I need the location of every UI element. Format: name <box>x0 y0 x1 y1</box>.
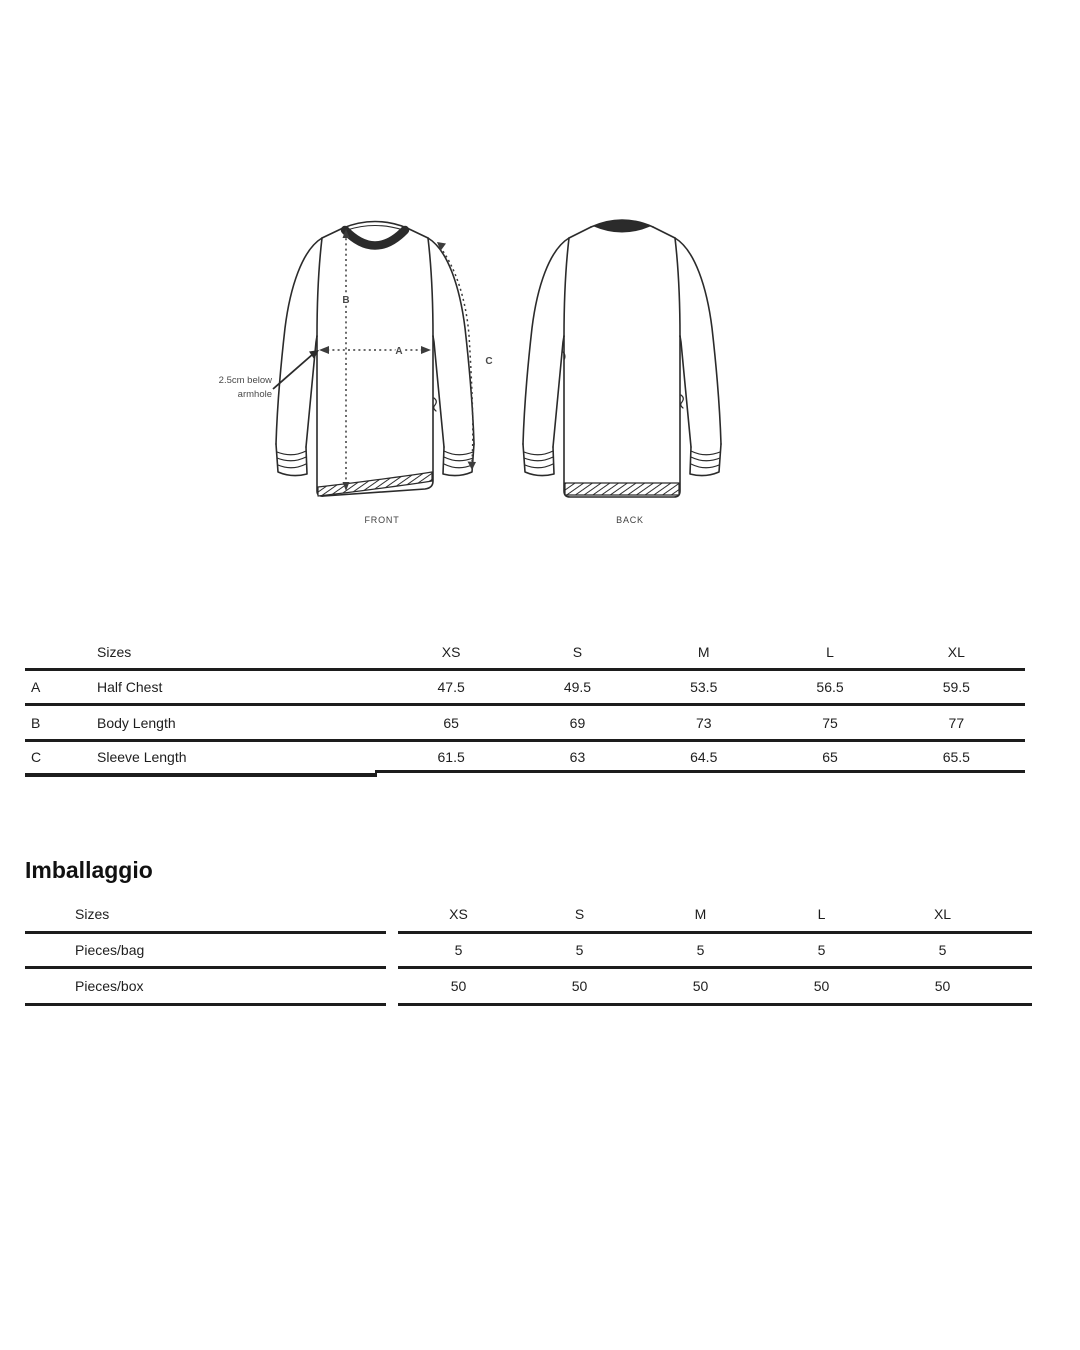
table-row <box>25 742 1025 772</box>
row-value: 49.5 <box>563 679 592 695</box>
size-table-header-row <box>25 636 1025 668</box>
front-sleeve-notch <box>434 398 437 411</box>
row-value: 47.5 <box>437 679 465 695</box>
row-name: Sleeve Length <box>97 749 187 765</box>
row-letter: B <box>31 714 41 731</box>
back-sleeve-right-outer <box>675 238 721 444</box>
packaging-table-rule <box>25 931 1032 934</box>
row-value: 5 <box>938 942 947 958</box>
back-sleeve-notch-right <box>681 395 684 408</box>
measure-arrow-a-right <box>421 346 431 354</box>
front-sleeve-left-outer <box>276 238 322 444</box>
row-name: Body Length <box>97 714 176 731</box>
front-sleeve-right-outer <box>428 238 474 444</box>
front-collar-inner-rim <box>347 226 403 231</box>
measure-label-a: A <box>395 346 403 357</box>
packaging-table <box>25 897 1032 1006</box>
size-col-l: L <box>817 906 826 922</box>
table-row <box>25 706 1025 739</box>
row-letter: C <box>31 749 42 765</box>
back-hem-band <box>565 483 679 495</box>
measure-label-c: C <box>485 356 493 367</box>
back-sleeve-left-inner <box>553 336 564 447</box>
annotation-text-line2: armhole <box>237 389 272 400</box>
size-col-xl: XL <box>933 906 952 922</box>
row-letter: A <box>31 679 41 695</box>
row-value: 64.5 <box>690 749 718 765</box>
size-col-s: S <box>574 906 585 922</box>
packaging-table-bottom-rule <box>25 1003 1032 1006</box>
row-value: 5 <box>575 942 584 958</box>
row-value: 73 <box>695 714 712 731</box>
row-value: 75 <box>822 714 838 731</box>
row-value: 63 <box>569 749 586 765</box>
size-col-s: S <box>572 644 583 660</box>
row-value: 61.5 <box>437 749 465 765</box>
measurement-lines <box>219 229 493 491</box>
back-shirt <box>523 220 721 497</box>
annotation-arrow-line <box>273 354 313 389</box>
measure-arrow-a-left <box>319 346 329 354</box>
back-armhole-left <box>564 238 569 336</box>
back-sleeve-left-outer <box>523 238 569 444</box>
back-shoulder-right <box>653 227 675 238</box>
packaging-section-title: Imballaggio <box>25 857 153 883</box>
row-value: 5 <box>696 942 705 958</box>
row-value: 56.5 <box>816 679 844 695</box>
packaging-header-row <box>25 897 1032 931</box>
front-armhole-right <box>428 238 433 336</box>
front-view-label: FRONT <box>364 515 400 525</box>
garment-diagram <box>0 0 1080 600</box>
table-row <box>25 969 1032 1003</box>
back-shoulder-left <box>569 227 591 238</box>
front-armhole-left <box>317 238 322 336</box>
size-col-xl: XL <box>947 644 965 660</box>
row-value: 50 <box>571 978 588 994</box>
row-value: 65 <box>443 714 459 731</box>
row-value: 50 <box>450 978 467 994</box>
size-col-m: M <box>694 906 707 922</box>
row-name: Pieces/box <box>75 978 144 994</box>
packaging-table-rule <box>25 966 1032 969</box>
front-shirt <box>276 222 474 497</box>
row-value: 50 <box>692 978 709 994</box>
size-col-m: M <box>697 644 710 660</box>
back-sleeve-right-inner <box>680 336 691 447</box>
size-col-xs: XS <box>449 906 468 922</box>
row-value: 77 <box>948 714 965 731</box>
annotation-text-line1: 2.5cm below <box>218 375 272 386</box>
front-collar-rim <box>343 222 407 229</box>
front-shoulder-right <box>407 228 428 238</box>
row-value: 53.5 <box>690 679 718 695</box>
row-value: 69 <box>569 714 586 731</box>
size-col-l: L <box>826 644 834 660</box>
back-armhole-right <box>675 238 680 336</box>
front-body <box>317 336 433 496</box>
row-value: 5 <box>454 942 463 958</box>
front-shoulder-left <box>322 228 343 238</box>
row-name: Half Chest <box>97 679 163 695</box>
row-value: 65.5 <box>942 749 970 765</box>
size-table <box>25 636 1025 780</box>
row-value: 65 <box>822 749 838 765</box>
row-value: 50 <box>813 978 830 994</box>
back-body <box>564 336 680 497</box>
size-col-xs: XS <box>441 644 461 660</box>
row-value: 59.5 <box>942 679 970 695</box>
row-value: 5 <box>817 942 826 958</box>
row-name: Pieces/bag <box>75 942 145 958</box>
table-row <box>25 671 1025 703</box>
size-table-header-sizes: Sizes <box>97 644 132 660</box>
front-collar-band <box>345 230 405 246</box>
size-table-bottom-rule <box>25 772 1025 780</box>
row-value: 50 <box>934 978 951 994</box>
measure-label-b: B <box>342 295 350 306</box>
back-view-label: BACK <box>616 515 644 525</box>
front-sleeve-right-inner <box>433 336 444 447</box>
table-row <box>25 934 1032 966</box>
packaging-header-sizes: Sizes <box>75 906 110 922</box>
